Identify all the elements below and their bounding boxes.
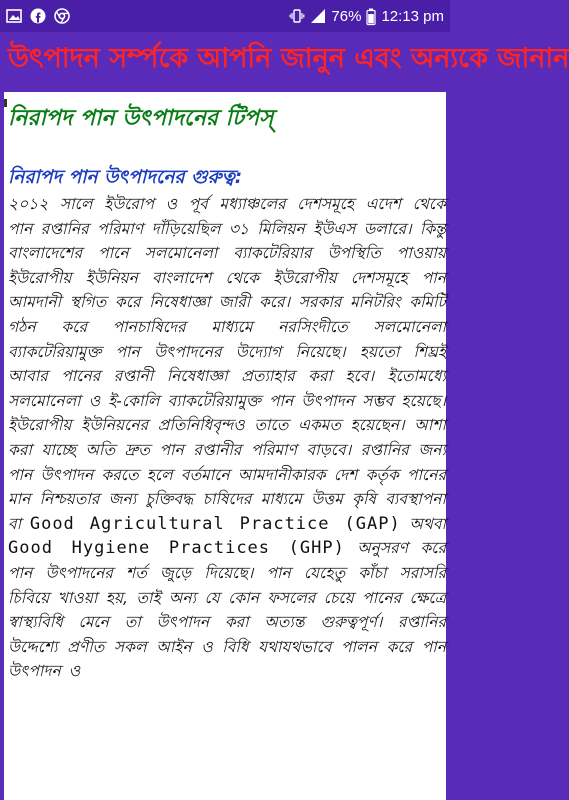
body-paragraph-part2: অথবা [409, 514, 447, 533]
marquee-banner [0, 32, 569, 92]
vibrate-icon [289, 8, 305, 24]
term-gap: Good Agricultural Practice (GAP) [29, 513, 401, 534]
section-heading: নিরাপদ পান উৎপাদনের গুরুত্ব: [8, 167, 243, 188]
body-paragraph-part3: অনুসরণ করে পান উৎপাদনের শর্ত জুড়ে দিয়েছে। পান যেহেতু কাঁচা সরাসরি চিবিয়ে খাওয়া হয়, তাই অন্য যে কোন ফসলের চেয়ে পানের ক্ষেত্রে স্বাস্থ্যবিধি মেনে তা উৎপাদন করা অত্যন্ত গুরুত্বপূর্ণ। রপ্তানির উদ্দেশ্যে প্রণীত সকল আইন ও বিধি যথাযথভাবে পালন করে পান উৎপাদন ও [8, 539, 447, 681]
clock: 12:13 pm [381, 7, 444, 25]
system-icons [289, 8, 444, 25]
body-paragraph-part1: ২০১২ সালে ইউরোপ ও পূর্ব মধ্যাঞ্চলের দেশসমূহে এদেশ থেকে পান রপ্তানির পরিমাণ দাঁড়িয়েছিল ৩১ মিলিয়ন ইউএস ডলারে। কিন্তু বাংলাদেশের পানে সলমোনেলা ব্যাকটেরিয়ার উপস্থিতি পাওয়ায় ইউরোপীয় ইউনিয়ন বাংলাদেশ থেকে ইউরোপীয় দেশসমূহে পান আমদানী স্থগিত করে নিষেধাজ্ঞা জারী করে। সরকার মনিটরিং কমিটি গঠন করে পানচাষিদের মাধ্যমে নরসিংদীতে সলমোনেলা ব্যাকটেরিয়ামুক্ত পান উৎপাদনের উদ্যোগ নিয়েছে। হয়তো শিঘ্রই আবার পানের রপ্তানী নিষেধাজ্ঞা প্রত্যাহার করা হবে। ইতোমধ্যে সলমোনেলা ও ই-কোলি ব্যাকটেরিয়ামুক্ত পান উৎপাদন সম্ভব হয়েছে। ইউরোপীয় ইউনিয়নের প্রতিনিধিবৃন্দও তাতে একমত হয়েছেন। আশা করা যাচ্ছে অতি দ্রুত পান রপ্তানীর পরিমাণ বাড়বে। রপ্তানির জন্য পান উৎপাদন করতে হলে বর্তমানে আমদানীকারক দেশ কর্তৃক পানের মান নিশ্চয়তার জন্য চুক্তিবদ্ধ চাষিদের মাধ্যমে উত্তম কৃষি ব্যবস্থাপনা বা [8, 195, 446, 533]
battery-icon [366, 8, 376, 25]
term-ghp: Good Hygiene Practices (GHP) [8, 538, 345, 559]
facebook-icon [30, 8, 46, 24]
notification-icons [6, 8, 70, 24]
chrome-icon [54, 8, 70, 24]
status-bar [0, 0, 450, 32]
signal-icon [310, 8, 326, 24]
battery-percent: 76% [331, 7, 362, 25]
scroll-indicator [4, 99, 7, 107]
article-content[interactable] [4, 92, 446, 800]
image-icon [6, 9, 22, 23]
page-title: নিরাপদ পান উৎপাদনের টিপস্ [8, 106, 274, 131]
marquee-text: উৎপাদন সর্ম্পকে আপনি জানুন এবং অন্যকে জানান [8, 43, 569, 74]
article-body [8, 192, 446, 684]
